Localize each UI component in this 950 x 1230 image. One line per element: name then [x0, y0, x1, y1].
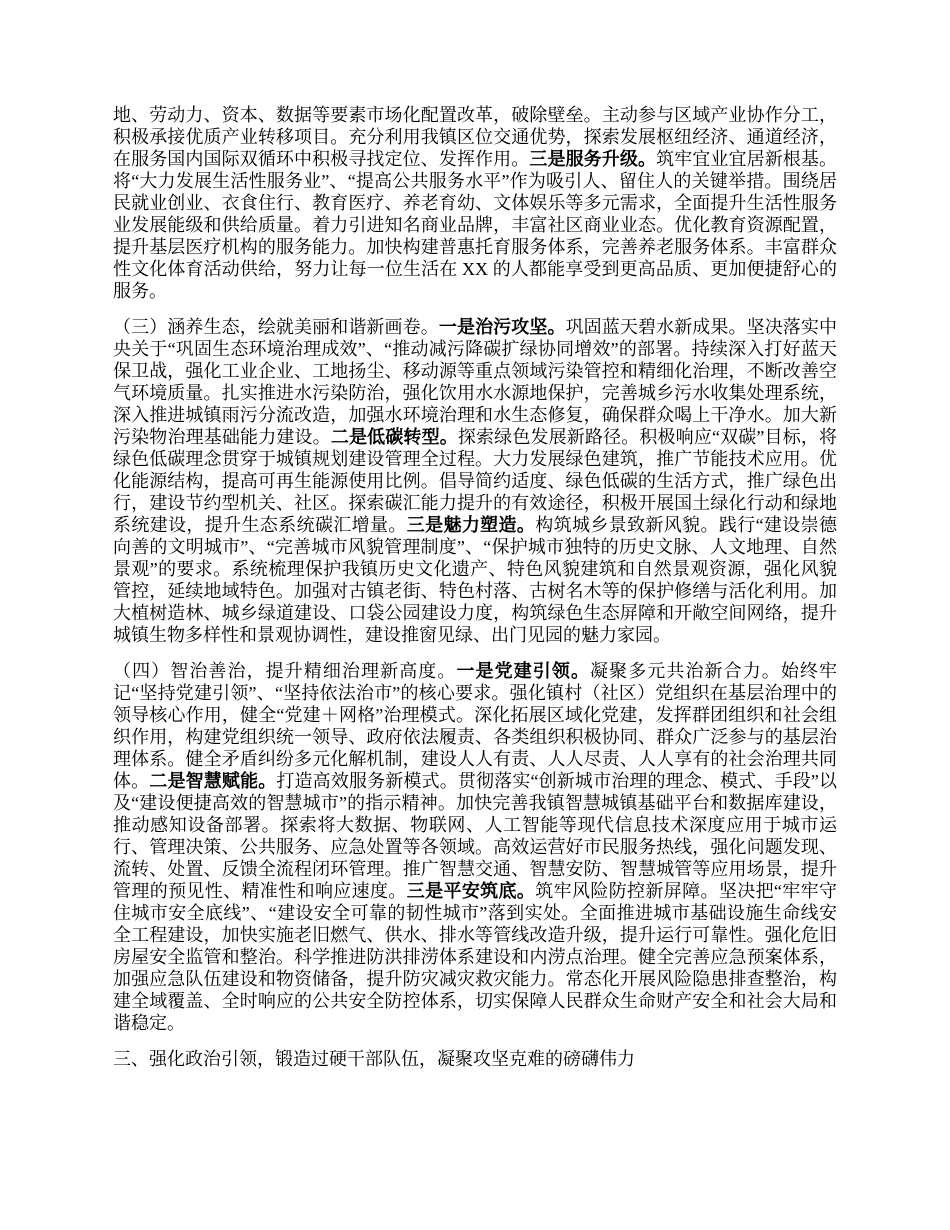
heading-section-three: [113, 1048, 837, 1070]
body-text: 巩固蓝天碧水新成果。坚决落实中央关于“巩固生态环境治理成效”、“推动减污降碳扩绿协同增效”的部署。持续深入打好蓝天保卫战，强化工业企业、工地扬尘、移动源等重点领域污染管控和精细化治理，不断改善空气环境质量。扎实推进水污染防治，强化饮用水水源地保护，完善城乡污水收集处理系统，深入推进城镇雨污分流改造，加强水环境治理和水生态修复，确保群众喝上干净水。加大新污染物治理基础能力建设。: [113, 317, 838, 447]
body-text: 三、强化政治引领，锻造过硬干部队伍，凝聚攻坚克难的磅礴伟力: [113, 1049, 635, 1069]
inline-heading-text: 三是平安筑底。: [406, 881, 536, 901]
body-text: 筑牢宜业宜居新根基。将“大力发展生活性服务业”、“提高公共服务水平”作为吸引人、留住人的关键举措。围绕居民就业创业、衣食住行、教育医疗、养老育幼、文体娱乐等多元需求，全面提升生活性服务业发展能级和供给质量。着力引进知名商业品牌，丰富社区商业业态。优化教育资源配置，提升基层医疗机构的服务能力。加快构建普惠托育服务体系，完善养老服务体系。丰富群众性文化体育活动供给，努力让每一位生活在 XX 的人都能享受到更高品质、更加便捷舒心的服务。: [113, 149, 838, 301]
paragraph-ecology: [113, 316, 837, 646]
inline-heading-text: 一是党建引领。: [456, 661, 591, 681]
body-text: （四）智治善治，提升精细治理新高度。: [113, 661, 457, 681]
inline-heading-text: 三是魅力塑造。: [406, 515, 536, 535]
inline-heading-text: 二是智慧赋能。: [149, 771, 277, 791]
inline-heading-text: 一是治污攻坚。: [438, 317, 566, 337]
body-text: 构筑城乡景致新风貌。践行“建设崇德向善的文明城市”、“完善城市风貌管理制度”、“保护城市独特的历史文脉、人文地理、自然景观”的要求。系统梳理保护我镇历史文化遗产、特色风貌建筑和自然景观资源，强化风貌管控，延续地域特色。加强对古镇老街、特色村落、古树名木等的保护修缮与活化利用。加大植树造林、城乡绿道建设、口袋公园建设力度，构筑绿色生态屏障和开敞空间网络，提升城镇生物多样性和景观协调性，建设推窗见绿、出门见园的魅力家园。: [113, 515, 837, 645]
paragraph-service-upgrade-continuation: [113, 104, 837, 302]
body-text: 探索绿色发展新路径。积极响应“双碳”目标，将绿色低碳理念贯穿于城镇规划建设管理全过程。大力发展绿色建筑，推广节能技术应用。优化能源结构，提高可再生能源使用比例。倡导简约适度、绿色低碳的生活方式，推广绿色出行，建设节约型机关、社区。探索碳汇能力提升的有效途径，积极开展国土绿化行动和绿地系统建设，提升生态系统碳汇增量。: [113, 427, 838, 535]
body-text: （三）涵养生态，绘就美丽和谐新画卷。: [113, 317, 439, 337]
body-text: 筑牢风险防控新屏障。坚决把“牢牢守住城市安全底线”、“建设安全可靠的韧性城市”落到实处。全面推进城市基础设施生命线安全工程建设，加快实施老旧燃气、供水、排水等管线改造升级，提升运行可靠性。强化危旧房屋安全监管和整治。科学推进防洪排涝体系建设和内涝点治理。健全完善应急预案体系，加强应急队伍建设和物资储备，提升防灾减灾救灾能力。常态化开展风险隐患排查整治，构建全域覆盖、全时响应的公共安全防控体系，切实保障人民群众生命财产安全和社会大局和谐稳定。: [113, 881, 837, 1033]
inline-heading-text: 三是服务升级。: [529, 149, 657, 169]
inline-heading-text: 二是低碳转型。: [330, 427, 458, 447]
body-text: 凝聚多元共治新合力。始终牢记“坚持党建引领”、“坚持依法治市”的核心要求。强化镇村（社区）党组织在基层治理中的领导核心作用，健全“党建＋网格”治理模式。深化拓展区域化党建，发挥群团组织和社会组织作用，构建党组织统一领导、政府依法履责、各类组织积极协同、群众广泛参与的基层治理体系。健全矛盾纠纷多元化解机制，建设人人有责、人人尽责、人人享有的社会治理共同体。: [113, 661, 838, 791]
document-body: [113, 104, 837, 1070]
paragraph-smart-governance: [113, 660, 837, 1034]
body-text: 地、劳动力、资本、数据等要素市场化配置改革，破除壁垒。主动参与区域产业协作分工，积极承接优质产业转移项目。充分利用我镇区位交通优势，探索发展枢纽经济、通道经济，在服务国内国际双循环中积极寻找定位、发挥作用。: [113, 105, 837, 169]
body-text: 打造高效服务新模式。贯彻落实“创新城市治理的理念、模式、手段”以及“建设便捷高效的智慧城市”的指示精神。加快完善我镇智慧城镇基础平台和数据库建设，推动感知设备部署。探索将大数据、物联网、人工智能等现代信息技术深度应用于城市运行、管理决策、公共服务、应急处置等各领域。高效运营好市民服务热线，强化问题发现、流转、处置、反馈全流程闭环管理。推广智慧交通、智慧安防、智慧城管等应用场景，提升管理的预见性、精准性和响应速度。: [113, 771, 838, 901]
